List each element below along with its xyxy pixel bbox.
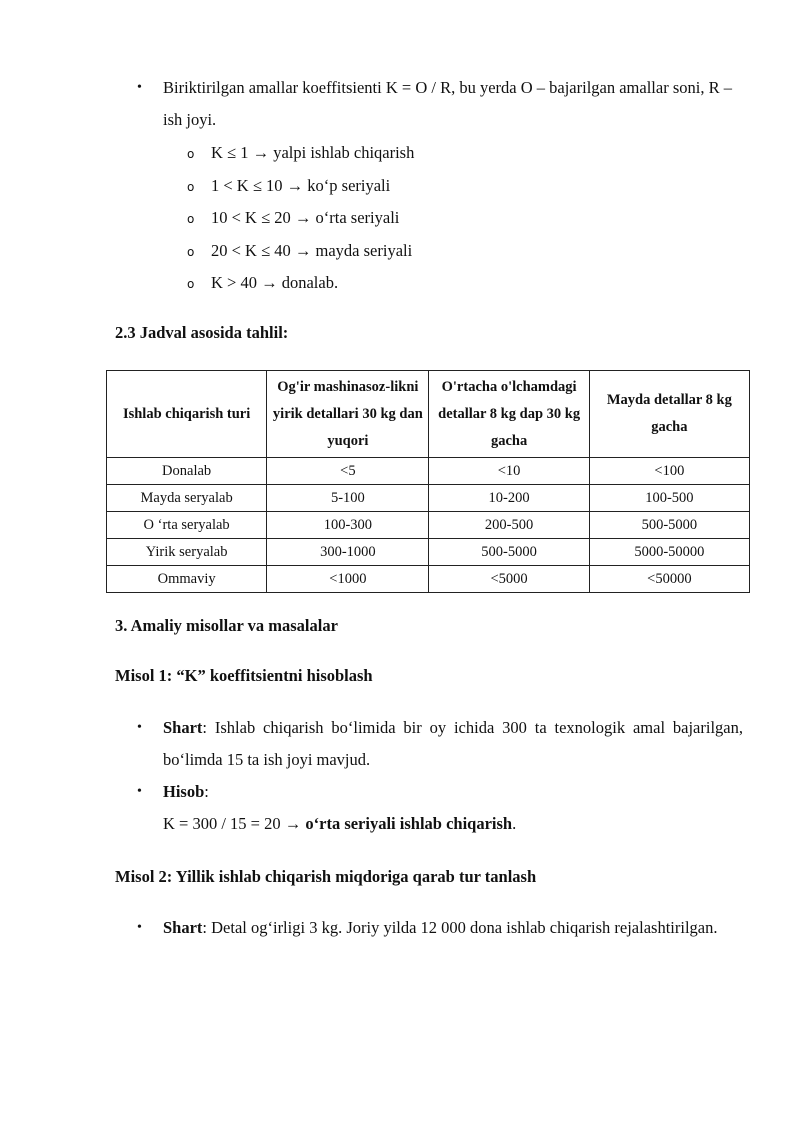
range-text: 10 < K ≤ 20 → o‘rta seriyali [211,208,400,227]
table-cell: 200-500 [429,512,589,539]
table-cell: O ‘rta seryalab [107,512,267,539]
list-item [115,712,743,776]
table-cell: <1000 [267,566,429,593]
result-end: . [512,814,517,833]
sub-list-item [115,235,743,268]
table-cell: 5000-50000 [589,539,749,566]
sub-list-item [115,137,743,170]
table-cell: <5 [267,458,429,485]
circle-marker: o [187,277,195,291]
table-row [107,566,750,593]
bullet-list-k-coefficient [115,72,743,136]
table-cell: <100 [589,458,749,485]
shart-label: Shart [163,918,203,937]
table-cell: 5-100 [267,485,429,512]
circle-marker: o [187,244,195,259]
hisob-label: Hisob [163,782,205,801]
misol-2-title: Misol 2: Yillik ishlab chiqarish miqdoriga qarab tur tanlash [115,867,537,886]
circle-marker: o [187,179,195,194]
table-row [107,485,750,512]
range-text: 1 < K ≤ 10 → ko‘p seriyali [211,175,391,195]
list-item [115,72,743,136]
table-cell: 500-5000 [589,512,749,539]
column-header: Ishlab chiqarish turi [107,371,267,458]
range-text: 20 < K ≤ 40 → mayda seriyali [211,240,413,260]
table-header-row [107,371,750,458]
table-cell: Ommaviy [107,566,267,593]
table-cell: 10-200 [429,485,589,512]
misol-2-list [115,912,743,944]
list-item [115,776,743,840]
sub-list-item [115,170,743,203]
bullet-marker: • [137,720,142,735]
circle-marker: o [187,212,195,226]
table-cell: 300-1000 [267,539,429,566]
section-heading-3: 3. Amaliy misollar va masalalar [115,616,338,635]
table-row [107,458,750,485]
shart-label: Shart [163,718,203,737]
formula-text: K = 300 / 15 = 20 → [163,814,306,833]
sub-list-item [115,202,743,235]
column-header: Mayda detallar 8 kg gacha [589,371,749,458]
table-cell: Yirik seryalab [107,539,267,566]
hisob-colon: : [204,782,209,801]
misol-1-list [115,712,743,840]
table-cell: <50000 [589,566,749,593]
bullet-marker: • [137,784,142,799]
table-cell: 100-300 [267,512,429,539]
circle-marker: o [187,147,195,161]
sub-list-k-ranges [115,137,743,300]
section-heading-2-3: 2.3 Jadval asosida tahlil: [115,323,289,342]
table-cell: 100-500 [589,485,749,512]
column-header: O'rtacha o'lchamdagi detallar 8 kg dap 30 kg gacha [429,371,589,458]
k-definition-text: Biriktirilgan amallar koeffitsienti K = O / R, bu yerda O – bajarilgan amallar soni, R – ish joyi. [163,78,732,129]
table-cell: <5000 [429,566,589,593]
result-text: o‘rta seriyali ishlab chiqarish [305,814,513,833]
bullet-marker: • [137,80,142,95]
table-cell: <10 [429,458,589,485]
list-item [115,912,743,944]
production-type-table [106,370,750,593]
table-cell: 500-5000 [429,539,589,566]
misol-1-title: Misol 1: “K” koeffitsientni hisoblash [115,666,373,685]
column-header: Og'ir mashinasoz-likni yirik detallari 30 kg dan yuqori [267,371,429,458]
table-row [107,512,750,539]
table-row [107,539,750,566]
shart-text: : Detal og‘irligi 3 kg. Joriy yilda 12 000 dona ishlab chiqarish rejalashtirilgan. [202,918,718,937]
sub-list-item [115,267,743,300]
bullet-marker: • [137,920,142,935]
shart-text: : Ishlab chiqarish bo‘limida bir oy ichida 300 ta texnologik amal bajarilgan, bo‘limda 15 ta ish joyi mavjud. [163,718,743,769]
table-cell: Mayda seryalab [107,485,267,512]
range-text: K ≤ 1 → yalpi ishlab chiqarish [211,143,415,162]
table-cell: Donalab [107,458,267,485]
range-text: K > 40 → donalab. [211,273,339,292]
